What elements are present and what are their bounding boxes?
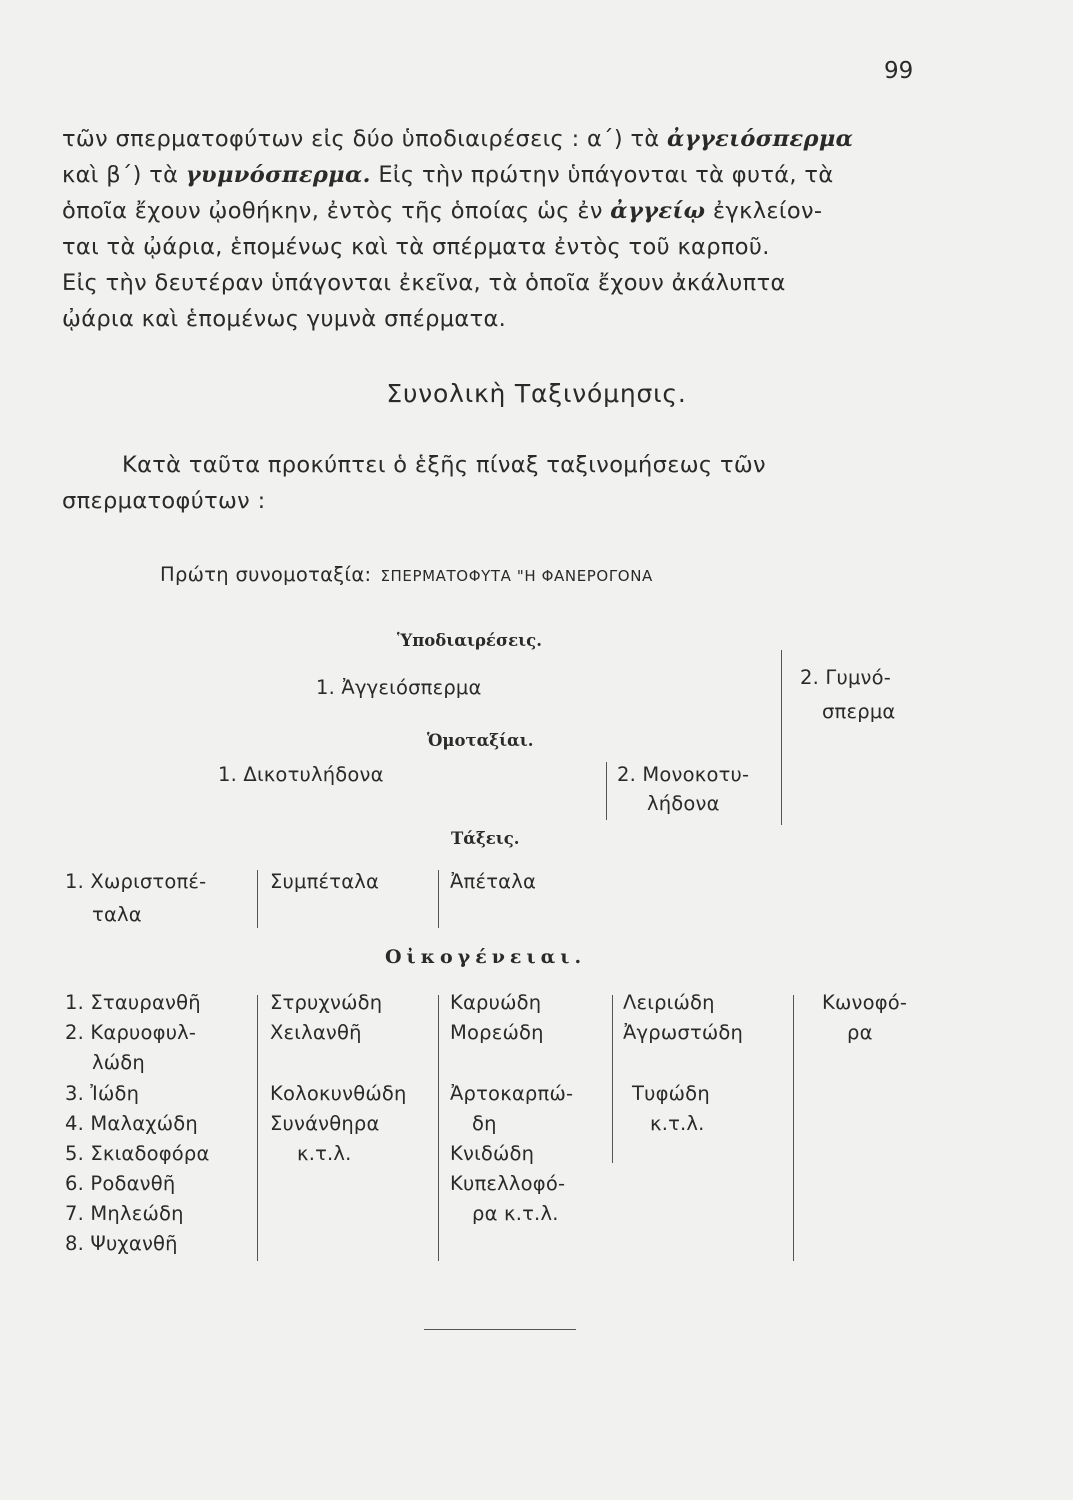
family-item: 5. Σκιαδοφόρα	[65, 1142, 210, 1165]
class-monocotyledons-line1: 2. Μονοκοτυ-	[617, 763, 750, 786]
emphasis-term: γυμνόσπερμα.	[185, 162, 371, 188]
order-choripetalae-line1: 1. Χωριστοπέ-	[65, 870, 207, 893]
order-apetalae: Ἀπέταλα	[450, 870, 537, 893]
column-divider	[257, 995, 258, 1261]
families-heading: Οἰκογένειαι.	[385, 946, 587, 968]
family-item: Συνάνθηρα	[270, 1112, 380, 1135]
subdivisions-heading: Ὑποδιαιρέσεις.	[397, 631, 542, 650]
paragraph-line	[62, 162, 834, 188]
family-item: δη	[472, 1112, 497, 1135]
column-divider	[781, 650, 782, 825]
subdivision-gymnosperms-line1: 2. Γυμνό-	[800, 666, 892, 689]
orders-heading: Τάξεις.	[451, 829, 520, 848]
paragraph-line	[62, 198, 822, 224]
family-item: 1. Σταυρανθῆ	[65, 991, 201, 1014]
column-divider	[793, 995, 794, 1261]
phylum-label: Πρώτη συνομοταξία:	[160, 563, 372, 586]
family-item: Λειριώδη	[623, 991, 715, 1014]
family-item: 7. Μηλεώδη	[65, 1202, 184, 1225]
family-item: Ἀγρωστώδη	[623, 1021, 744, 1044]
class-dicotyledons: 1. Δικοτυλήδονα	[218, 763, 384, 786]
column-divider	[257, 870, 258, 928]
column-divider	[612, 995, 613, 1163]
family-item: κ.τ.λ.	[297, 1142, 352, 1165]
text-run: ὁποῖα ἔχουν ᾠοθήκην, ἐντὸς τῆς ὁποίας ὡς ἐν	[62, 198, 611, 224]
family-item: Χειλανθῆ	[270, 1021, 362, 1044]
subdivision-angiosperms: 1. Ἀγγειόσπερμα	[316, 676, 482, 699]
family-item: Κυπελλοφό-	[450, 1172, 566, 1195]
family-item: 3. Ἰώδη	[65, 1082, 140, 1105]
family-item: 4. Μαλαχώδη	[65, 1112, 198, 1135]
family-item: κ.τ.λ.	[650, 1112, 705, 1135]
family-item: ρα	[847, 1021, 873, 1044]
family-item: λώδη	[92, 1051, 145, 1074]
family-item: Κωνοφό-	[822, 991, 908, 1014]
text-run: καὶ β΄) τὰ	[62, 162, 186, 188]
column-divider	[438, 995, 439, 1261]
family-item: ρα κ.τ.λ.	[472, 1202, 559, 1225]
family-item: Κολοκυνθώδη	[270, 1082, 407, 1105]
family-item: 6. Ροδανθῆ	[65, 1172, 176, 1195]
phylum-name: ΣΠΕΡΜΑΤΟΦΥΤΑ "Η ΦΑΝΕΡΟΓΟΝΑ	[380, 567, 653, 585]
paragraph-line	[62, 126, 853, 152]
family-item: Καρυώδη	[450, 991, 542, 1014]
family-item: Μορεώδη	[450, 1021, 544, 1044]
family-item: Ἀρτοκαρπώ-	[450, 1082, 574, 1105]
family-item: 2. Καρυοφυλ-	[65, 1021, 197, 1044]
classes-heading: Ὁμοταξίαι.	[427, 731, 534, 750]
order-sympetalae: Συμπέταλα	[270, 870, 380, 893]
text-run: Εἰς τὴν πρώτην ὑπάγονται τὰ φυτά, τὰ	[370, 162, 834, 188]
family-item: Κνιδώδη	[450, 1142, 535, 1165]
family-item: 8. Ψυχανθῆ	[65, 1232, 178, 1255]
text-run: τῶν σπερματοφύτων εἰς δύο ὑποδιαιρέσεις : α΄) τὰ	[62, 126, 668, 152]
family-item: Τυφώδη	[632, 1082, 710, 1105]
emphasis-term: ἀγγείῳ	[610, 198, 706, 224]
order-choripetalae-line2: ταλα	[92, 903, 142, 926]
paragraph-line: σπερματοφύτων :	[62, 488, 266, 514]
class-monocotyledons-line2: λήδονα	[647, 792, 720, 815]
page-number: 99	[884, 58, 914, 84]
paragraph-line: ᾠάρια καὶ ἑπομένως γυμνὰ σπέρματα.	[62, 306, 507, 332]
section-heading: Συνολικὴ Ταξινόμησις.	[386, 379, 687, 408]
subdivision-gymnosperms-line2: σπερμα	[822, 700, 896, 723]
phylum-line	[160, 563, 653, 586]
end-rule	[424, 1329, 576, 1330]
text-run: ἐγκλείον-	[705, 198, 823, 224]
column-divider	[606, 762, 607, 820]
paragraph-line: Κατὰ ταῦτα προκύπτει ὁ ἑξῆς πίναξ ταξινομήσεως τῶν	[122, 452, 766, 478]
column-divider	[438, 870, 439, 928]
paragraph-line: ται τὰ ᾠάρια, ἑπομένως καὶ τὰ σπέρματα ἐντὸς τοῦ καρποῦ.	[62, 234, 770, 260]
emphasis-term: ἀγγειόσπερμα	[667, 126, 854, 152]
family-item: Στρυχνώδη	[270, 991, 383, 1014]
paragraph-line: Εἰς τὴν δευτέραν ὑπάγονται ἐκεῖνα, τὰ ὁποῖα ἔχουν ἀκάλυπτα	[62, 270, 786, 296]
